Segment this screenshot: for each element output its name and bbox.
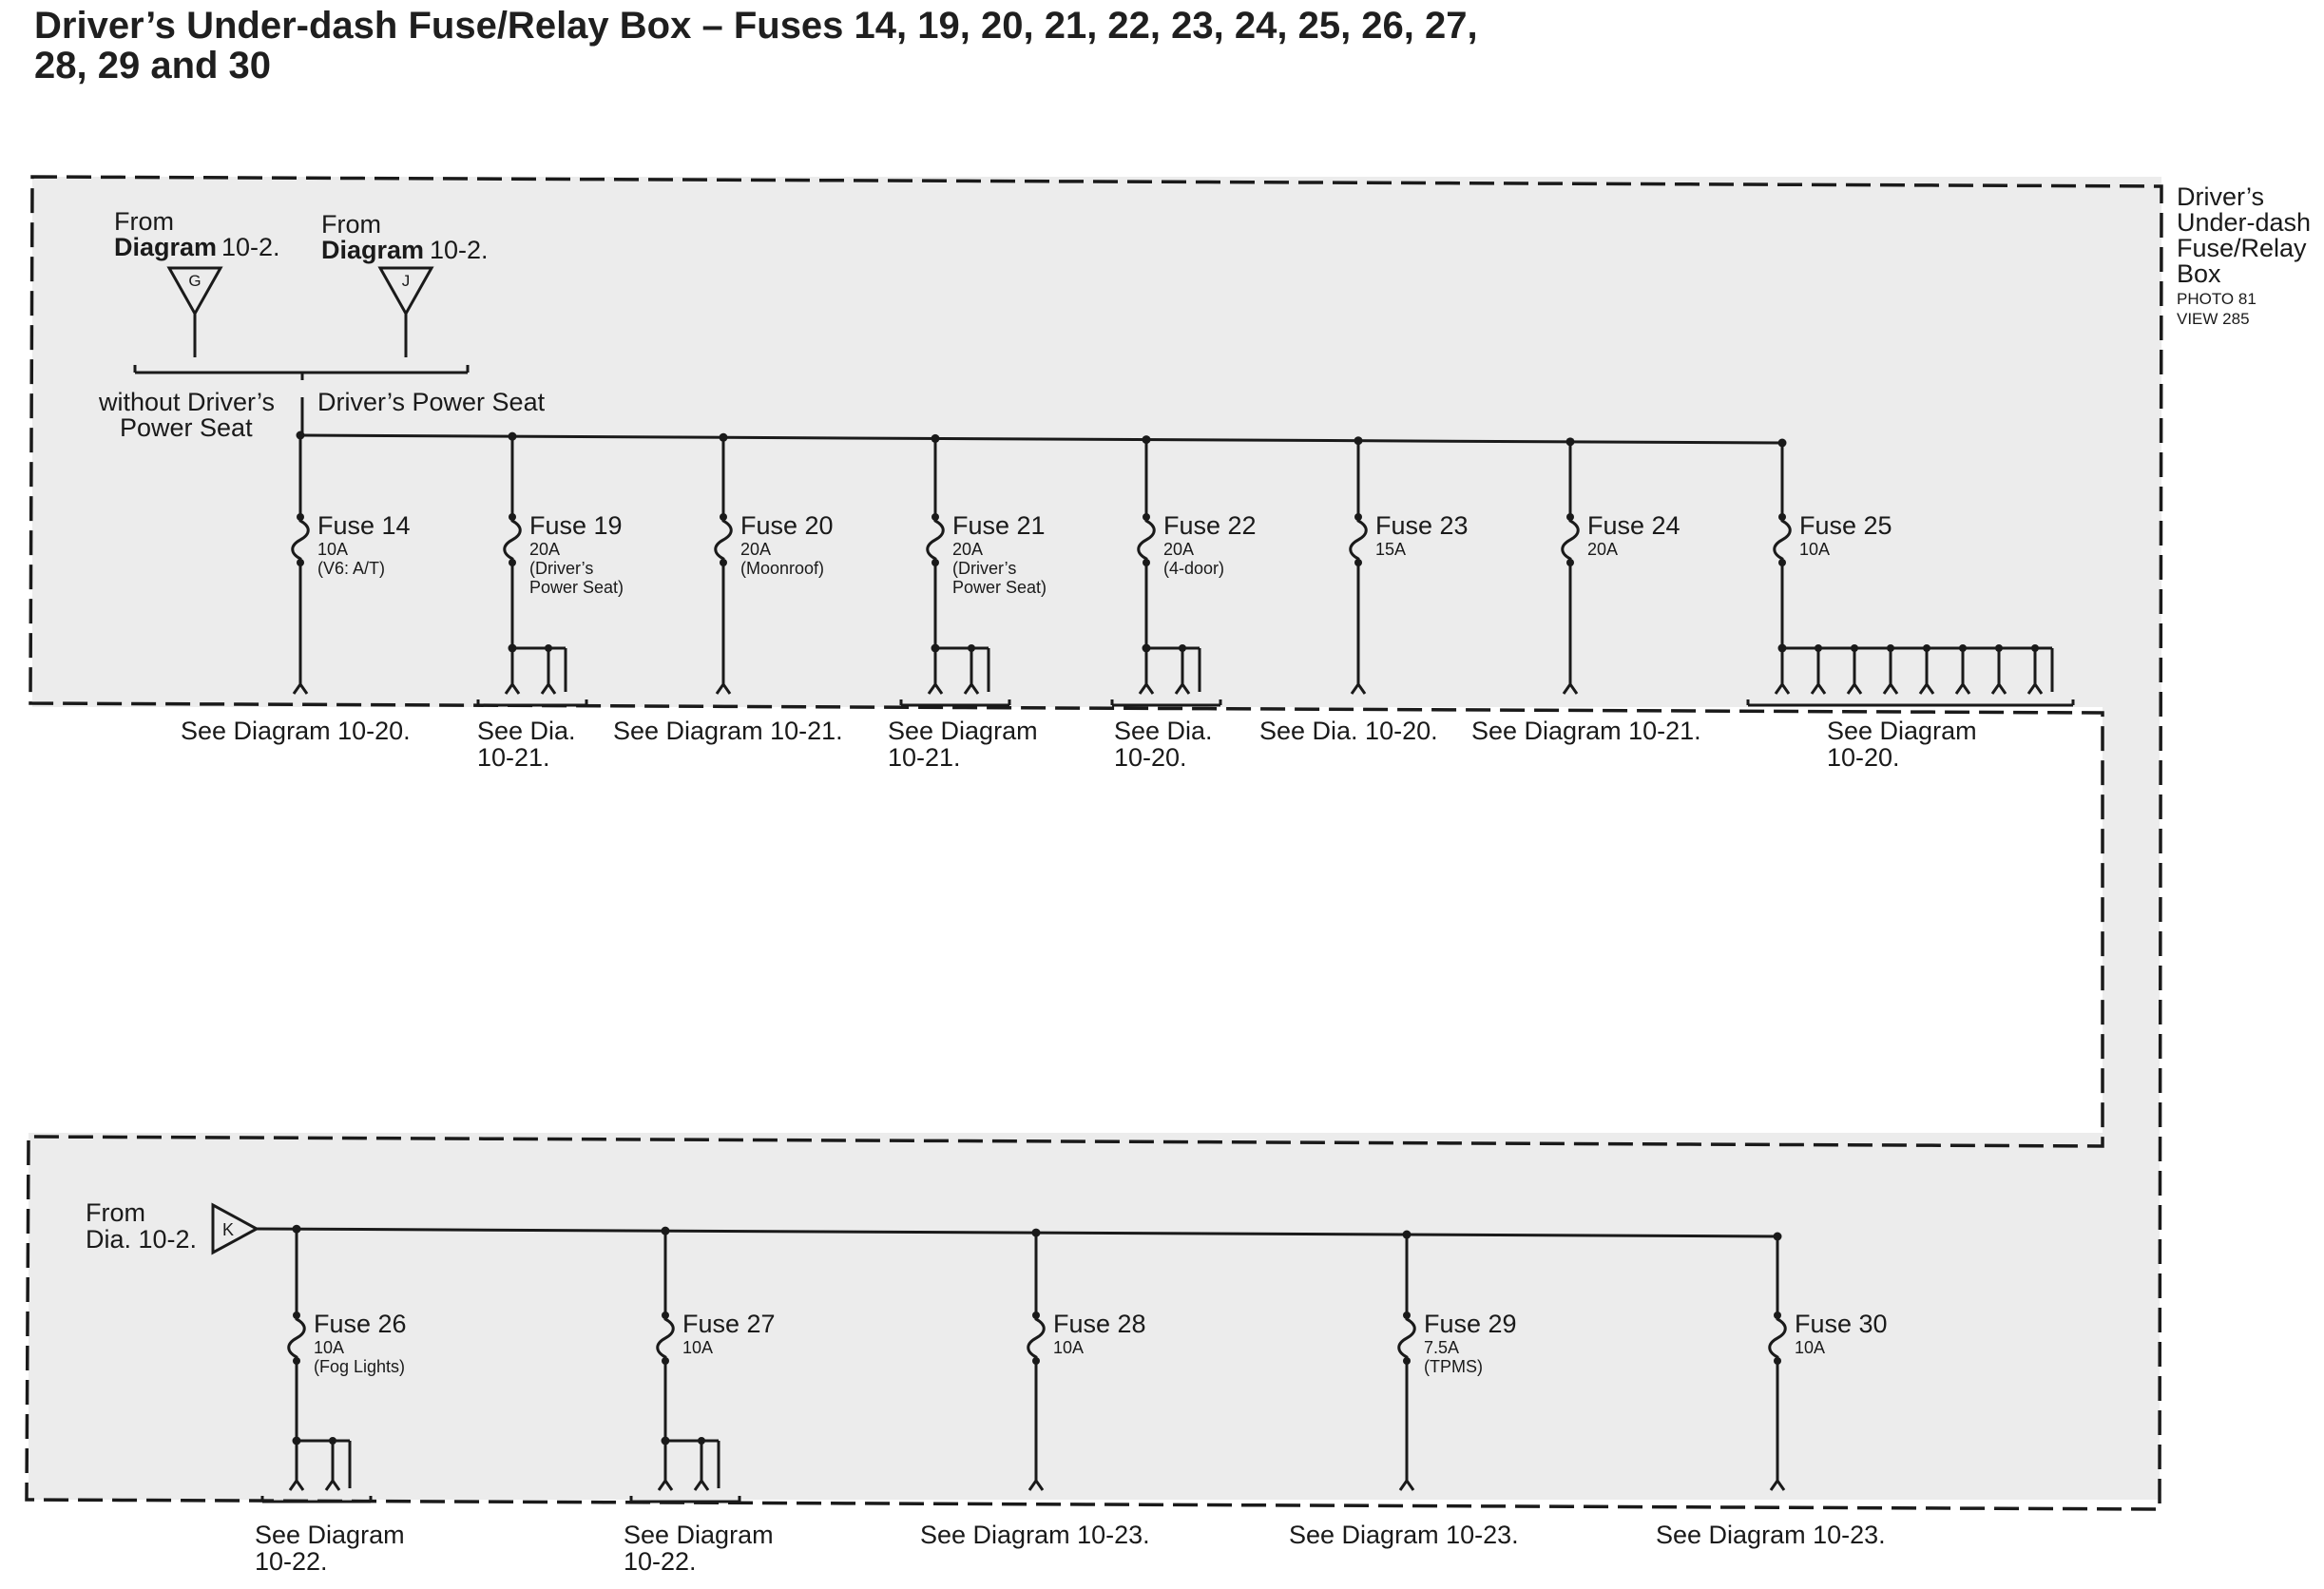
top-fuse-fuse-19-note-0: (Driver’s bbox=[529, 559, 594, 578]
bot-fuse-fuse-26-note-0: (Fog Lights) bbox=[314, 1357, 406, 1376]
top-fuse-fuse-25-branch-dot-7 bbox=[2031, 644, 2039, 652]
top-fuse-fuse-22-rating: 20A bbox=[1163, 540, 1195, 559]
bot-fuse-fuse-27-symbol-dot-bottom bbox=[662, 1357, 669, 1365]
bot-fuse-fuse-27-name: Fuse 27 bbox=[682, 1310, 776, 1338]
top-fuse-fuse-24-symbol-dot-bottom bbox=[1566, 559, 1574, 566]
top-fuse-fuse-22-symbol-dot-bottom bbox=[1143, 559, 1150, 566]
top-fuse-fuse-19-see-1: 10-21. bbox=[477, 743, 550, 772]
bot-fuse-fuse-26-rating: 10A bbox=[314, 1338, 345, 1357]
top-fuse-fuse-25-rating: 10A bbox=[1799, 540, 1831, 559]
top-fuse-fuse-25-branch-dot-2 bbox=[1851, 644, 1858, 652]
top-fuse-fuse-19-name: Fuse 19 bbox=[529, 511, 623, 540]
bot-fuse-fuse-30-symbol-dot-bottom bbox=[1774, 1357, 1781, 1365]
top-fuse-fuse-14-rating: 10A bbox=[317, 540, 349, 559]
bot-fuse-fuse-27-branch-dot-1 bbox=[698, 1437, 705, 1445]
top-fuse-fuse-22-see-1: 10-20. bbox=[1114, 743, 1187, 772]
source-g-diagram: Diagram bbox=[114, 233, 218, 261]
top-fuse-fuse-23-symbol-dot-top bbox=[1354, 513, 1362, 521]
bot-fuse-fuse-29-see-0: See Diagram 10-23. bbox=[1289, 1521, 1519, 1549]
bot-fuse-fuse-30-see-0: See Diagram 10-23. bbox=[1656, 1521, 1886, 1549]
bot-fuse-fuse-27-symbol-dot-top bbox=[662, 1311, 669, 1319]
top-fuse-fuse-22-see-0: See Dia. bbox=[1114, 717, 1213, 745]
bot-fuse-fuse-30-rating: 10A bbox=[1795, 1338, 1826, 1357]
top-fuse-fuse-14-symbol-dot-bottom bbox=[297, 559, 304, 566]
top-fuse-fuse-22-branch-dot-1 bbox=[1179, 644, 1186, 652]
view-ref: VIEW 285 bbox=[2177, 310, 2250, 328]
top-fuse-fuse-25-branch-dot-4 bbox=[1923, 644, 1930, 652]
top-fuse-fuse-24-rating: 20A bbox=[1587, 540, 1619, 559]
top-fuse-fuse-25-see-1: 10-20. bbox=[1827, 743, 1900, 772]
top-fuse-fuse-25-symbol-dot-top bbox=[1778, 513, 1786, 521]
top-fuse-fuse-25-symbol-dot-bottom bbox=[1778, 559, 1786, 566]
bot-fuse-fuse-29-symbol-dot-bottom bbox=[1403, 1357, 1411, 1365]
bot-fuse-fuse-26-name: Fuse 26 bbox=[314, 1310, 407, 1338]
box-label-line-2: Under-dash bbox=[2177, 208, 2312, 237]
top-fuse-fuse-21-split-dot bbox=[932, 644, 940, 653]
top-fuse-fuse-22-split-dot bbox=[1143, 644, 1151, 653]
bot-fuse-fuse-28-symbol-dot-bottom bbox=[1032, 1357, 1040, 1365]
top-fuse-fuse-19-symbol-dot-top bbox=[509, 513, 516, 521]
top-fuse-fuse-19-branch-dot-1 bbox=[545, 644, 552, 652]
fuse-box-panel-side bbox=[2103, 707, 2160, 1135]
connector-g-label: G bbox=[188, 272, 202, 290]
fuse-box-label bbox=[2177, 182, 2311, 328]
top-fuse-fuse-25-branch-dot-5 bbox=[1959, 644, 1967, 652]
bot-fuse-fuse-27-see-1: 10-22. bbox=[624, 1547, 697, 1576]
bot-fuse-fuse-26-split-dot bbox=[293, 1437, 301, 1445]
top-fuse-fuse-25-branch-dot-1 bbox=[1815, 644, 1822, 652]
source-j-ref: 10-2. bbox=[430, 236, 489, 264]
option-with: Driver’s Power Seat bbox=[317, 388, 546, 416]
box-label-line-1: Driver’s bbox=[2177, 182, 2265, 211]
top-fuse-fuse-23-name: Fuse 23 bbox=[1375, 511, 1469, 540]
bot-fuse-fuse-27-split-dot bbox=[662, 1437, 670, 1445]
top-fuse-fuse-25-branch-dot-6 bbox=[1995, 644, 2003, 652]
top-fuse-fuse-19-note-1: Power Seat) bbox=[529, 578, 624, 597]
bot-fuse-fuse-26-see-1: 10-22. bbox=[255, 1547, 328, 1576]
top-fuse-fuse-21-branch-dot-1 bbox=[968, 644, 975, 652]
top-fuse-fuse-20-symbol-dot-bottom bbox=[720, 559, 727, 566]
bot-fuse-fuse-27-rating: 10A bbox=[682, 1338, 714, 1357]
top-fuse-fuse-21-note-0: (Driver’s bbox=[952, 559, 1017, 578]
top-fuse-fuse-14-see-0: See Diagram 10-20. bbox=[181, 717, 411, 745]
bot-fuse-fuse-29-symbol-dot-top bbox=[1403, 1311, 1411, 1319]
top-fuse-fuse-23-symbol-dot-bottom bbox=[1354, 559, 1362, 566]
bot-fuse-fuse-26-see-0: See Diagram bbox=[255, 1521, 405, 1549]
source-g-ref: 10-2. bbox=[221, 233, 280, 261]
top-fuse-fuse-21-see-0: See Diagram bbox=[888, 717, 1038, 745]
bot-fuse-fuse-26-branch-dot-1 bbox=[329, 1437, 336, 1445]
top-fuse-fuse-20-see-0: See Diagram 10-21. bbox=[613, 717, 843, 745]
source-j-diagram: Diagram bbox=[321, 236, 425, 264]
connector-j-label: J bbox=[401, 272, 411, 290]
top-fuse-fuse-22-symbol-dot-top bbox=[1143, 513, 1150, 521]
top-fuse-fuse-21-rating: 20A bbox=[952, 540, 984, 559]
box-label-line-4: Box bbox=[2177, 259, 2221, 288]
box-label-line-3: Fuse/Relay bbox=[2177, 234, 2307, 262]
source-j-from: From bbox=[321, 210, 381, 239]
top-fuse-fuse-19-symbol-dot-bottom bbox=[509, 559, 516, 566]
source-g-from: From bbox=[114, 207, 174, 236]
bot-fuse-fuse-28-name: Fuse 28 bbox=[1053, 1310, 1146, 1338]
top-fuse-fuse-19-split-dot bbox=[509, 644, 517, 653]
top-fuse-fuse-23-rating: 15A bbox=[1375, 540, 1407, 559]
top-fuse-fuse-25-branch-dot-3 bbox=[1887, 644, 1894, 652]
source-k-from: From bbox=[86, 1198, 145, 1227]
top-fuse-fuse-24-symbol-dot-top bbox=[1566, 513, 1574, 521]
top-fuse-fuse-21-see-1: 10-21. bbox=[888, 743, 961, 772]
bot-fuse-fuse-29-name: Fuse 29 bbox=[1424, 1310, 1517, 1338]
top-fuse-fuse-22-name: Fuse 22 bbox=[1163, 511, 1257, 540]
top-fuse-fuse-19-see-0: See Dia. bbox=[477, 717, 576, 745]
photo-ref: PHOTO 81 bbox=[2177, 290, 2257, 308]
top-fuse-fuse-21-name: Fuse 21 bbox=[952, 511, 1046, 540]
top-fuse-fuse-24-see-0: See Diagram 10-21. bbox=[1471, 717, 1701, 745]
bot-fuse-fuse-27-see-0: See Diagram bbox=[624, 1521, 774, 1549]
top-fuse-fuse-20-rating: 20A bbox=[740, 540, 772, 559]
top-fuse-fuse-24-name: Fuse 24 bbox=[1587, 511, 1681, 540]
top-fuse-fuse-20-symbol-dot-top bbox=[720, 513, 727, 521]
top-fuse-fuse-21-symbol-dot-top bbox=[932, 513, 939, 521]
source-k-ref: Dia. 10-2. bbox=[86, 1225, 198, 1254]
top-fuse-fuse-14-note-0: (V6: A/T) bbox=[317, 559, 386, 578]
bot-fuse-fuse-29-note-0: (TPMS) bbox=[1424, 1357, 1483, 1376]
top-fuse-fuse-25-name: Fuse 25 bbox=[1799, 511, 1892, 540]
bot-fuse-fuse-26-symbol-dot-bottom bbox=[293, 1357, 300, 1365]
bot-fuse-fuse-29-rating: 7.5A bbox=[1424, 1338, 1460, 1357]
connector-k-label: K bbox=[221, 1220, 235, 1239]
top-fuse-fuse-20-note-0: (Moonroof) bbox=[740, 559, 825, 578]
option-without-line1: without Driver’s bbox=[99, 388, 276, 416]
bot-fuse-fuse-30-name: Fuse 30 bbox=[1795, 1310, 1888, 1338]
top-fuse-fuse-25-see-0: See Diagram bbox=[1827, 717, 1977, 745]
bot-fuse-fuse-28-symbol-dot-top bbox=[1032, 1311, 1040, 1319]
option-without-line2: Power Seat bbox=[120, 413, 253, 442]
top-fuse-fuse-14-name: Fuse 14 bbox=[317, 511, 411, 540]
bot-fuse-fuse-26-symbol-dot-top bbox=[293, 1311, 300, 1319]
top-fuse-fuse-14-symbol-dot-top bbox=[297, 513, 304, 521]
top-fuse-fuse-25-split-dot bbox=[1778, 644, 1787, 653]
top-fuse-fuse-20-name: Fuse 20 bbox=[740, 511, 834, 540]
bot-fuse-fuse-28-see-0: See Diagram 10-23. bbox=[920, 1521, 1150, 1549]
top-fuse-fuse-21-note-1: Power Seat) bbox=[952, 578, 1047, 597]
bot-fuse-fuse-30-symbol-dot-top bbox=[1774, 1311, 1781, 1319]
top-fuse-fuse-21-symbol-dot-bottom bbox=[932, 559, 939, 566]
top-fuse-fuse-22-note-0: (4-door) bbox=[1163, 559, 1225, 578]
top-fuse-fuse-23-see-0: See Dia. 10-20. bbox=[1259, 717, 1438, 745]
top-fuse-fuse-19-rating: 20A bbox=[529, 540, 561, 559]
bot-fuse-fuse-28-rating: 10A bbox=[1053, 1338, 1085, 1357]
title-line-2: 28, 29 and 30 bbox=[34, 45, 272, 86]
title-line-1: Driver’s Under-dash Fuse/Relay Box – Fuses 14, 19, 20, 21, 22, 23, 24, 25, 26, 27, bbox=[34, 5, 1478, 47]
